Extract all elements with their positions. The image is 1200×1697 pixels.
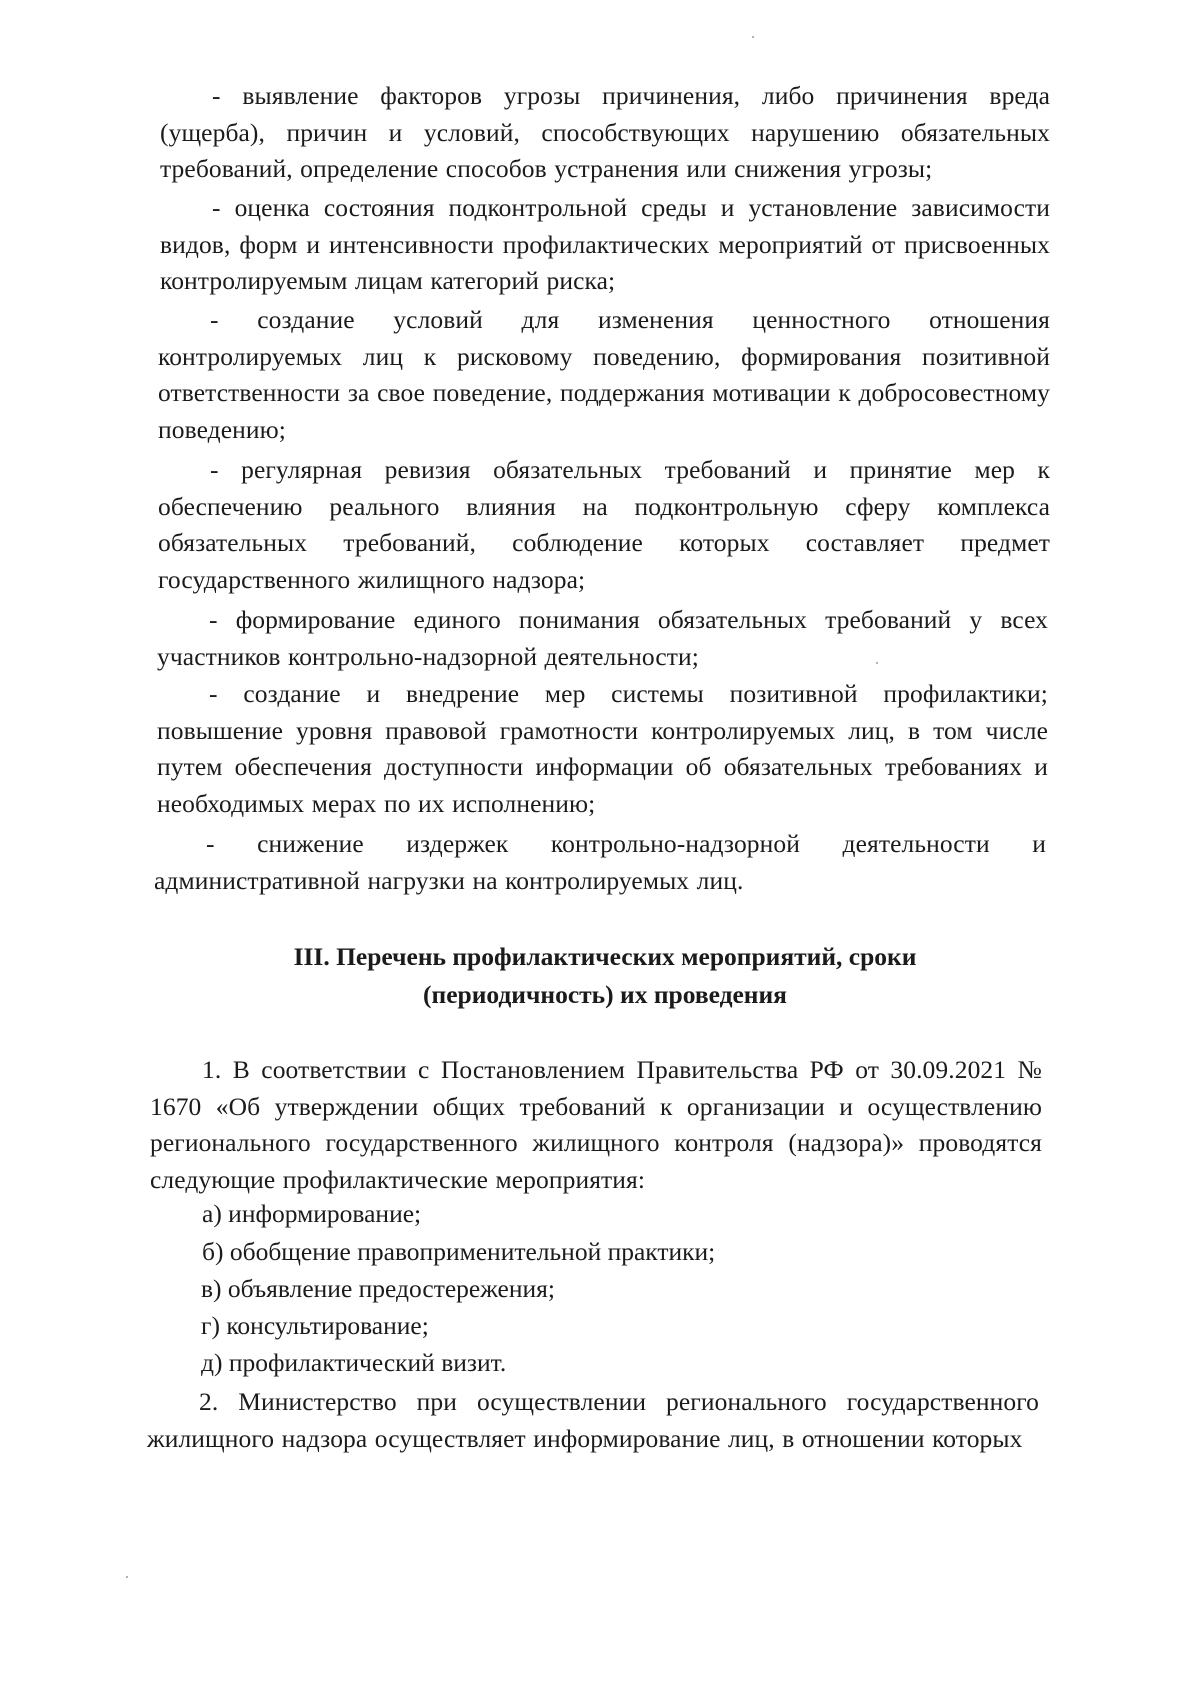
scan-speck — [126, 1576, 128, 1578]
measure-informing: а) информирование; — [202, 1199, 422, 1228]
measure-practice-generalization: б) обобщение правоприменительной практики; — [202, 1237, 716, 1266]
section-title-line2: (периодичность) их проведения — [423, 980, 787, 1009]
scan-speck — [752, 36, 754, 38]
measure-preventive-visit: д) профилактический визит. — [201, 1348, 507, 1377]
bullet-threat-factors: - выявление факторов угрозы причинения, либо причинения вреда (ущерба), причин и условий, способствующих нарушению обязательных требований, определение способов устранения или снижения угрозы; — [160, 81, 1050, 183]
measure-warning: в) объявление предостережения; — [201, 1274, 555, 1303]
bullet-cost-reduction: - снижение издержек контрольно-надзорной деятельности и административной нагрузки на контролируемых лиц. — [154, 829, 1046, 895]
bullet-value-attitude: - создание условий для изменения ценностного отношения контролируемых лиц к рисковому поведению, формирования позитивной ответственности за свое поведение, поддержания мотивации к добросовестному поведению; — [158, 305, 1050, 444]
bullet-requirements-revision: - регулярная ревизия обязательных требований и принятие мер к обеспечению реального влияния на подконтрольную сферу комплекса обязательных требований, соблюдение которых составляет предмет государственного жилищного надзора; — [158, 455, 1050, 594]
bullet-positive-prevention: - создание и внедрение мер системы позитивной профилактики; повышение уровня правовой грамотности контролируемых лиц, в том числе путем обеспечения доступности информации об обязательных требованиях и необходимых мерах по их исполнению; — [157, 679, 1048, 818]
bullet-environment-assessment: - оценка состояния подконтрольной среды и установление зависимости видов, форм и интенсивности профилактических мероприятий от присвоенных контролируемым лицам категорий риска; — [160, 193, 1050, 295]
section-title-line1: III. Перечень профилактических мероприятий, сроки — [293, 942, 917, 971]
point-2-paragraph: 2. Министерство при осуществлении регионального государственного жилищного надзора осуществляет информирование лиц, в отношении которых — [147, 1387, 1039, 1453]
bullet-common-understanding: - формирование единого понимания обязательных требований у всех участников контрольно-надзорной деятельности; — [157, 605, 1048, 671]
scan-speck — [876, 662, 878, 664]
point-1-paragraph: 1. В соответствии с Постановлением Правительства РФ от 30.09.2021 № 1670 «Об утверждении общих требований к организации и осуществлению регионального государственного жилищного контроля (надзора)» проводятся следующие профилактические мероприятия: — [150, 1055, 1042, 1194]
measure-consulting: г) консультирование; — [201, 1311, 429, 1340]
